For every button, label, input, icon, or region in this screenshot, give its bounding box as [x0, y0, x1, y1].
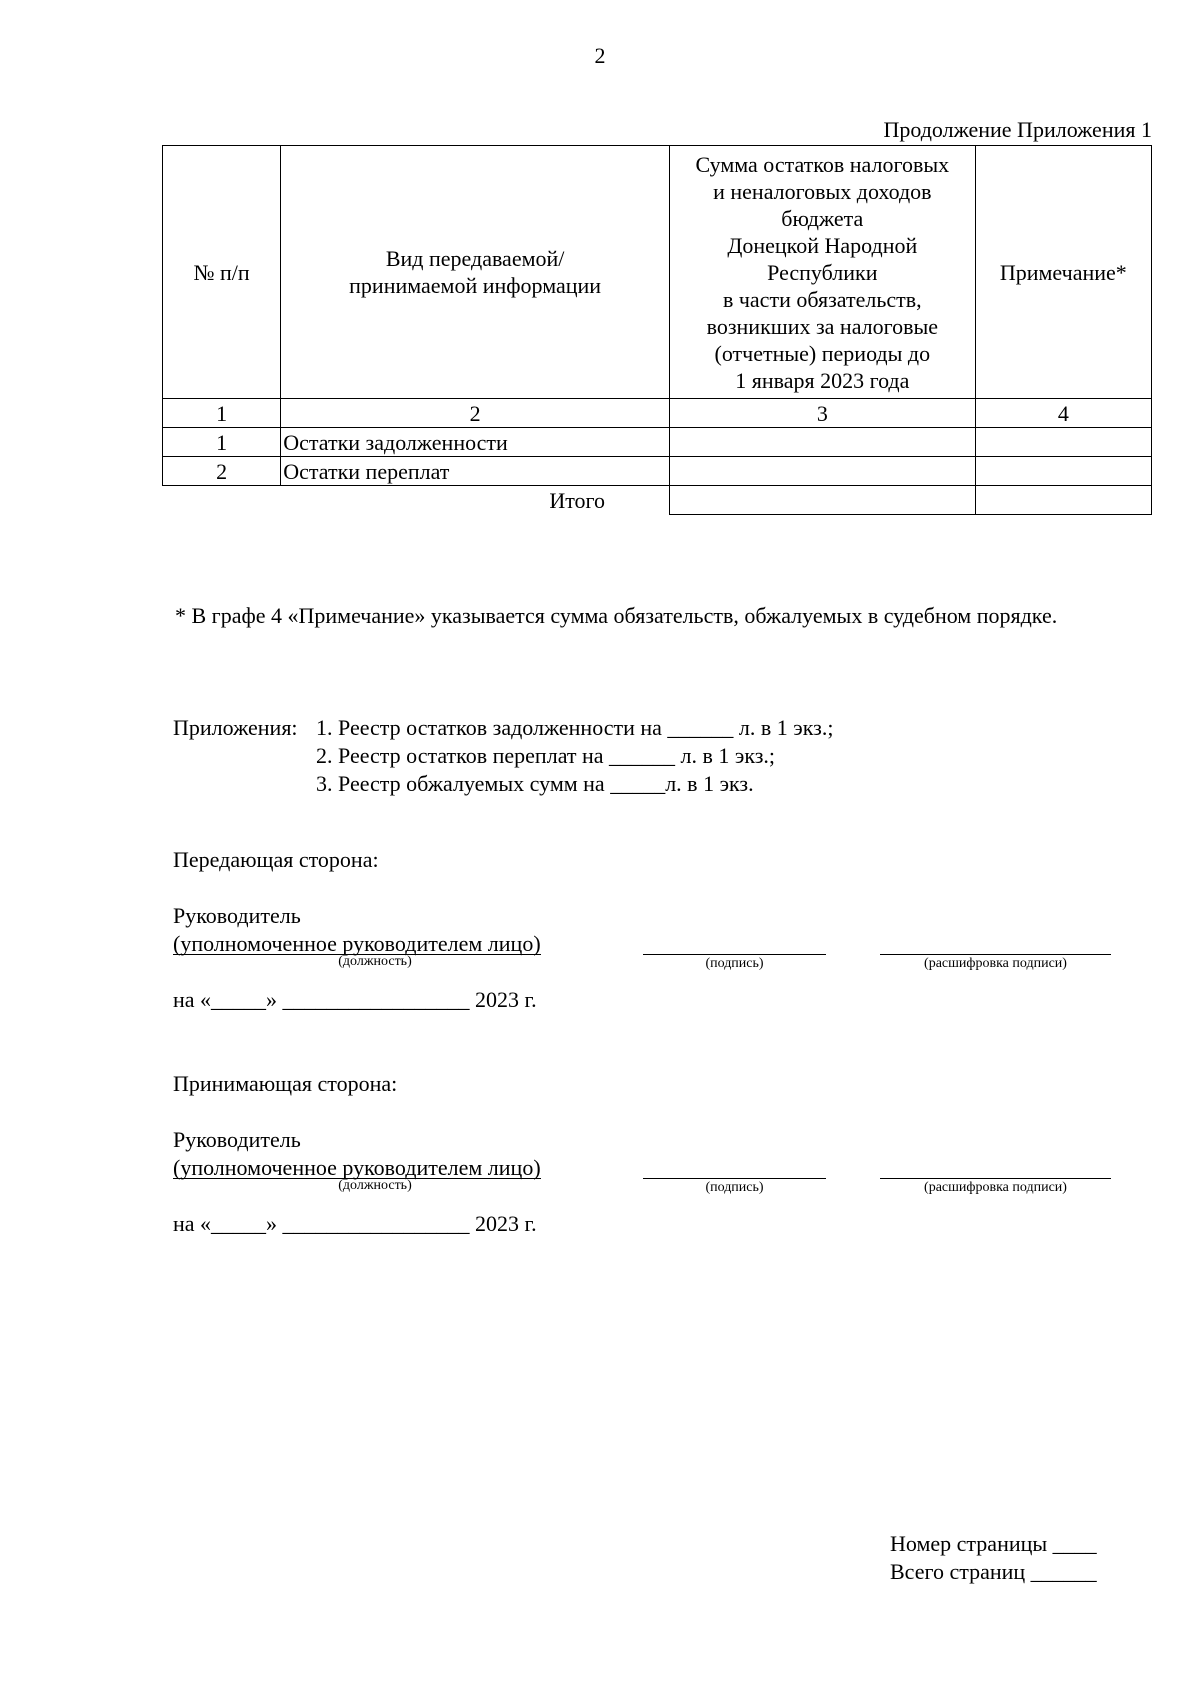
row-amount-cell[interactable] [670, 457, 976, 486]
row-note-cell[interactable] [975, 457, 1151, 486]
header-amount-line: Сумма остатков налоговых [695, 151, 950, 177]
header-amount-line: и неналоговых доходов [713, 178, 932, 204]
total-label: Итого [549, 487, 606, 513]
date-line: на «_____» _________________ 2023 г. [173, 1211, 537, 1236]
header-amount-line: Республики [767, 259, 878, 285]
row-note-cell[interactable] [975, 428, 1151, 457]
decoding-caption: (расшифровка подписи) [924, 956, 1067, 971]
attachment-item: 1. Реестр остатков задолженности на ______ л. в 1 экз.; [316, 715, 834, 740]
column-number: 3 [670, 399, 976, 428]
header-amount-line: возникших за налоговые [706, 313, 939, 339]
transfer-table [162, 145, 1152, 515]
total-pages-label: Всего страниц ______ [890, 1559, 1097, 1584]
header-amount-line: в части обязательств, [722, 286, 922, 312]
party-title: Принимающая сторона: [173, 1071, 398, 1096]
signature-line[interactable] [643, 954, 826, 955]
column-number: 1 [163, 399, 281, 428]
column-number-row [163, 399, 1152, 428]
footnote: * В графе 4 «Примечание» указывается сумма обязательств, обжалуемых в судебном порядке. [175, 603, 1058, 628]
role-line: Руководитель [173, 903, 301, 928]
header-note: Примечание* [975, 146, 1151, 399]
position-caption: (должность) [338, 954, 412, 969]
decoding-line[interactable] [880, 1178, 1111, 1179]
header-number: № п/п [163, 146, 281, 399]
signature-caption: (подпись) [705, 1180, 764, 1195]
attachments-label: Приложения: [173, 715, 298, 740]
column-number: 2 [281, 399, 670, 428]
page-number-label: Номер страницы ____ [890, 1531, 1097, 1556]
total-note-cell[interactable] [975, 486, 1151, 515]
header-info-type-line: принимаемой информации [349, 273, 602, 298]
party-title: Передающая сторона: [173, 847, 379, 872]
total-row [163, 486, 1152, 515]
date-line: на «_____» _________________ 2023 г. [173, 987, 537, 1012]
position-caption: (должность) [338, 1178, 412, 1193]
header-info-type [281, 146, 670, 399]
header-amount-line: Донецкой Народной [727, 232, 918, 258]
attachment-item: 3. Реестр обжалуемых сумм на _____л. в 1 экз. [316, 771, 754, 796]
header-amount [670, 146, 976, 399]
role-line: (уполномоченное руководителем лицо) [173, 931, 541, 956]
row-number: 2 [163, 457, 281, 486]
header-amount-line: (отчетные) периоды до [714, 340, 931, 366]
column-number: 4 [975, 399, 1151, 428]
table-row [163, 428, 1152, 457]
table-header-row [163, 146, 1152, 399]
continuation-label: Продолжение Приложения 1 [883, 117, 1152, 142]
table-row [163, 457, 1152, 486]
signature-caption: (подпись) [705, 956, 764, 971]
header-amount-line: 1 января 2023 года [735, 367, 910, 393]
total-amount-cell[interactable] [670, 486, 976, 515]
header-info-type-line: Вид передаваемой/ [385, 246, 565, 271]
header-amount-line: бюджета [781, 205, 864, 231]
role-line: (уполномоченное руководителем лицо) [173, 1155, 541, 1180]
decoding-caption: (расшифровка подписи) [924, 1180, 1067, 1195]
attachment-item: 2. Реестр остатков переплат на ______ л. в 1 экз.; [316, 743, 776, 768]
role-line: Руководитель [173, 1127, 301, 1152]
decoding-line[interactable] [880, 954, 1111, 955]
row-name: Остатки переплат [281, 457, 670, 486]
total-blank [163, 486, 281, 515]
row-number: 1 [163, 428, 281, 457]
page-number: 2 [594, 43, 606, 68]
signature-line[interactable] [643, 1178, 826, 1179]
row-name: Остатки задолженности [281, 428, 670, 457]
row-amount-cell[interactable] [670, 428, 976, 457]
